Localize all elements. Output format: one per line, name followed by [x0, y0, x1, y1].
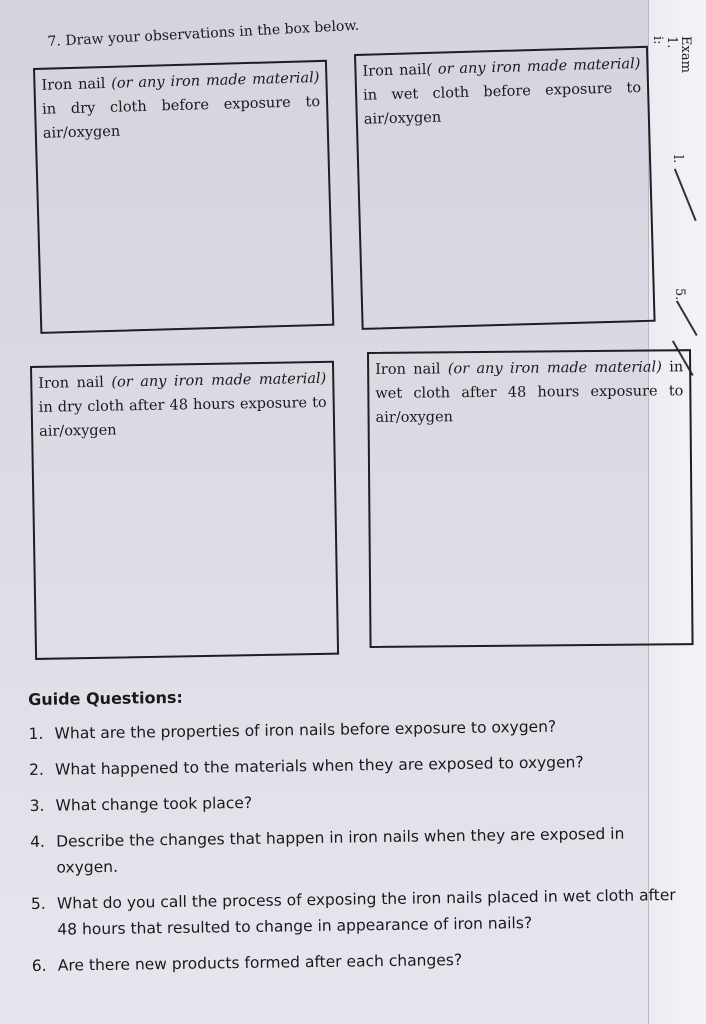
question-text: Are there new products formed after each changes?	[57, 950, 463, 975]
question-item	[29, 748, 689, 783]
question-number: 1.	[28, 724, 44, 743]
box-label	[35, 62, 327, 146]
question-number: 3.	[29, 796, 45, 815]
question-item	[29, 784, 689, 819]
box-label-text: in dry cloth before exposure to air/oxygen	[41, 94, 321, 142]
question-text: Describe the changes that happen in iron nails when they are exposed in oxygen.	[55, 824, 625, 877]
box-label-text: Iron nail	[375, 361, 448, 378]
question-text: What do you call the process of exposing the iron nails placed in wet cloth after 48 hours that resulted to change in appearance of iron nails?	[56, 885, 676, 939]
observation-box-wet-after[interactable]	[367, 349, 694, 648]
question-text: What are the properties of iron nails before exposure to oxygen?	[54, 717, 557, 743]
question-item	[31, 882, 692, 943]
side-rule-line	[674, 168, 696, 220]
box-label	[369, 351, 690, 430]
question-text: What change took place?	[55, 793, 253, 815]
question-item	[30, 820, 691, 881]
instruction-text: 7. Draw your observations in the box below.	[47, 17, 360, 50]
box-label-italic: ( or any iron made material)	[426, 56, 641, 78]
box-label	[32, 363, 333, 444]
question-number: 4.	[29, 832, 46, 851]
observation-box-wet-before[interactable]	[354, 46, 656, 330]
question-item	[32, 944, 692, 979]
box-label-italic: (or any iron made material)	[447, 359, 662, 378]
side-label-5: 5.	[672, 288, 687, 301]
box-label-text: in wet cloth after 48 hours exposure to air/oxygen	[375, 359, 684, 426]
guide-questions-title: Guide Questions:	[28, 687, 183, 709]
box-label-text: in wet cloth before exposure to air/oxygen	[362, 80, 642, 128]
question-number: 2.	[28, 760, 45, 779]
box-label-text: Iron nail	[41, 75, 112, 94]
guide-questions	[28, 681, 692, 989]
side-label-exam: Exam	[678, 36, 693, 73]
box-label-text: Iron nail	[38, 374, 112, 392]
side-label-1: 1.	[664, 36, 679, 49]
question-number: 6.	[31, 956, 47, 975]
question-number: 5.	[30, 894, 46, 913]
box-label-text: Iron nail	[362, 61, 427, 80]
box-label-italic: (or any iron made material)	[111, 70, 320, 92]
question-item	[28, 712, 688, 747]
question-text: What happened to the materials when they are exposed to oxygen?	[54, 753, 584, 779]
box-label	[356, 48, 648, 132]
side-label-i: i:	[650, 36, 665, 45]
observation-box-dry-after[interactable]	[30, 361, 339, 660]
observation-box-dry-before[interactable]	[33, 60, 334, 334]
box-label-text: in dry cloth after 48 hours exposure to air/oxygen	[38, 394, 327, 440]
box-label-italic: (or any iron made material)	[111, 370, 327, 391]
side-label-l: l.	[670, 155, 685, 164]
side-rule-line	[676, 300, 697, 335]
